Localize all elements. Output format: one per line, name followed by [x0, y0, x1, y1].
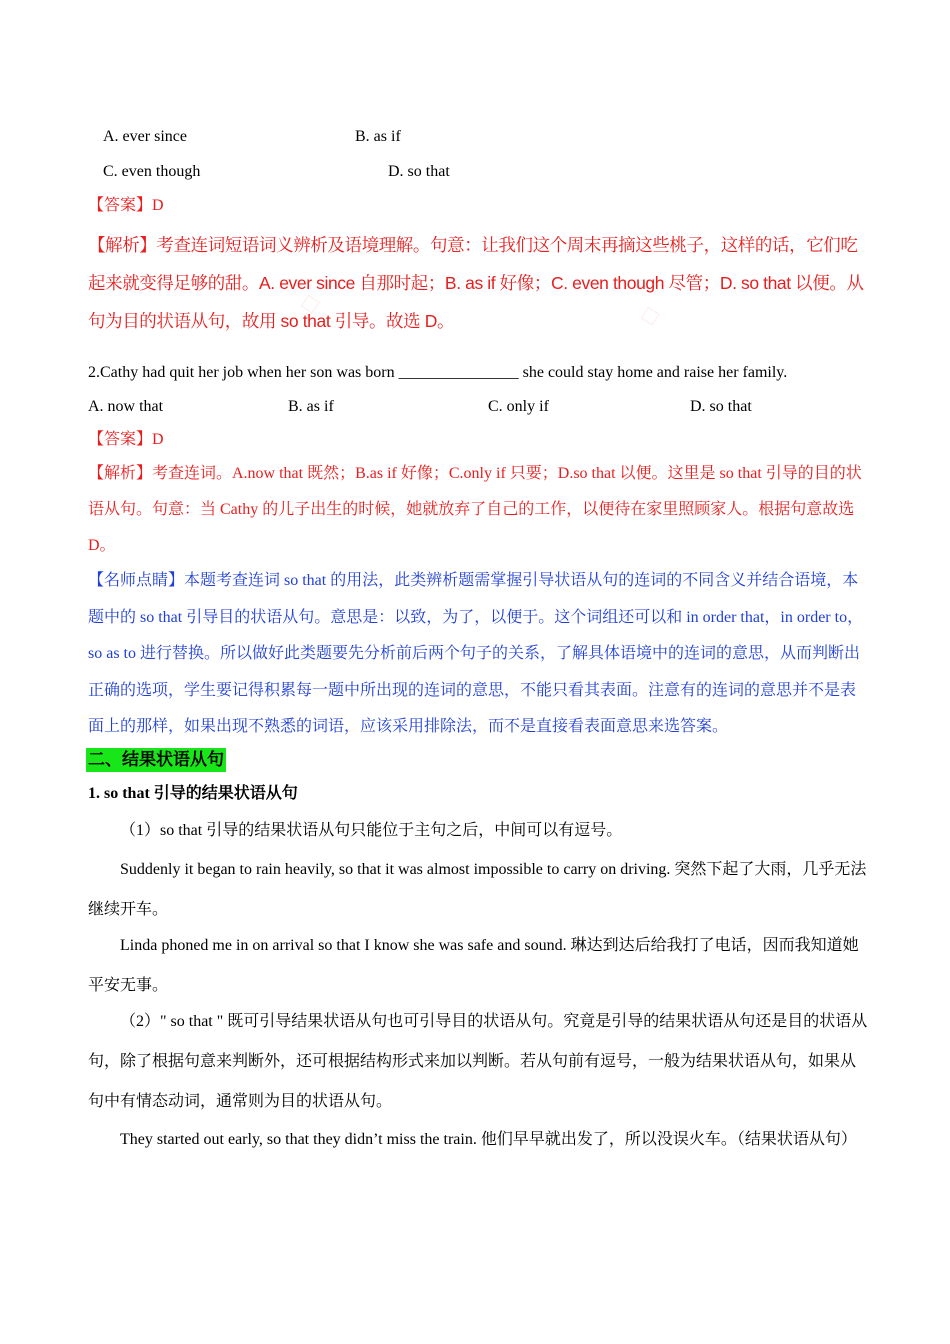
- q1-option-b: B. as if: [355, 128, 401, 145]
- q1-explanation: 【解析】考查连词短语词义辨析及语境理解。句意：让我们这个周末再摘这些桃子，这样的话，它们吃起来就变得足够的甜。A. ever since 自那时起；B. as if 好像；C. even though 尽管；D. so that 以便。从句为目的状语从句，故用 so that 引导。故选 D。: [88, 235, 864, 331]
- point-2: （2）" so that " 既可引导结果状语从句也可引导目的状语从句。究竟是引导的结果状语从句还是目的状语从句，除了根据句意来判断外，还可根据结构形式来加以判断。若从句前有逗号，一般为结果状语从句，如果从句中有情态动词，通常则为目的状语从句。: [88, 1013, 868, 1110]
- example-3: They started out early, so that they didn’t miss the train. 他们早早就出发了，所以没误火车。（结果状语从句）: [120, 1131, 857, 1148]
- watermark-mark: ◇: [637, 298, 663, 332]
- q2-question: 2.Cathy had quit her job when her son was born _______________ she could stay home and raise her family.: [88, 364, 788, 381]
- q1-option-a: A. ever since: [103, 128, 187, 145]
- section-heading: 二、结果状语从句: [88, 750, 224, 770]
- q2-option-b: B. as if: [288, 398, 334, 415]
- q1-option-c: C. even though: [103, 163, 201, 180]
- example-1: Suddenly it began to rain heavily, so that it was almost impossible to carry on driving. 突然下起了大雨，几乎无法继续开车。: [88, 861, 867, 918]
- watermark-mark: ◇: [297, 286, 323, 320]
- example-2: Linda phoned me in on arrival so that I know she was safe and sound. 琳达到达后给我打了电话，因而我知道她平安无事。: [88, 937, 859, 994]
- q2-option-a: A. now that: [88, 398, 164, 415]
- point-1: （1）so that 引导的结果状语从句只能位于主句之后，中间可以有逗号。: [120, 822, 623, 839]
- q1-answer: 【答案】D: [88, 197, 164, 214]
- q2-answer: 【答案】D: [88, 431, 164, 448]
- q2-option-c: C. only if: [488, 398, 549, 415]
- q2-explanation: 【解析】考查连词。A.now that 既然；B.as if 好像；C.only if 只要；D.so that 以便。这里是 so that 引导的目的状语从句。句意：当 Cathy 的儿子出生的时候，她就放弃了自己的工作，以便待在家里照顾家人。根据句意故选 D。: [88, 465, 862, 554]
- q1-option-d: D. so that: [388, 163, 450, 180]
- q2-teacher-tips: 【名师点睛】本题考查连词 so that 的用法，此类辨析题需掌握引导状语从句的连词的不同含义并结合语境，本题中的 so that 引导目的状语从句。意思是：以致，为了，以便于。这个词组还可以和 in order that，in order to，so as to 进行替换。所以做好此类题要先分析前后两个句子的关系，了解具体语境中的连词的意思，从而判断出正确的选项，学生要记得积累每一题中所出现的连词的意思，不能只看其表面。注意有的连词的意思并不是表面上的那样，如果出现不熟悉的词语，应该采用排除法，而不是直接看表面意思来选答案。: [88, 572, 864, 735]
- q2-option-d: D. so that: [690, 398, 752, 415]
- section-subheading: 1. so that 引导的结果状语从句: [88, 785, 298, 802]
